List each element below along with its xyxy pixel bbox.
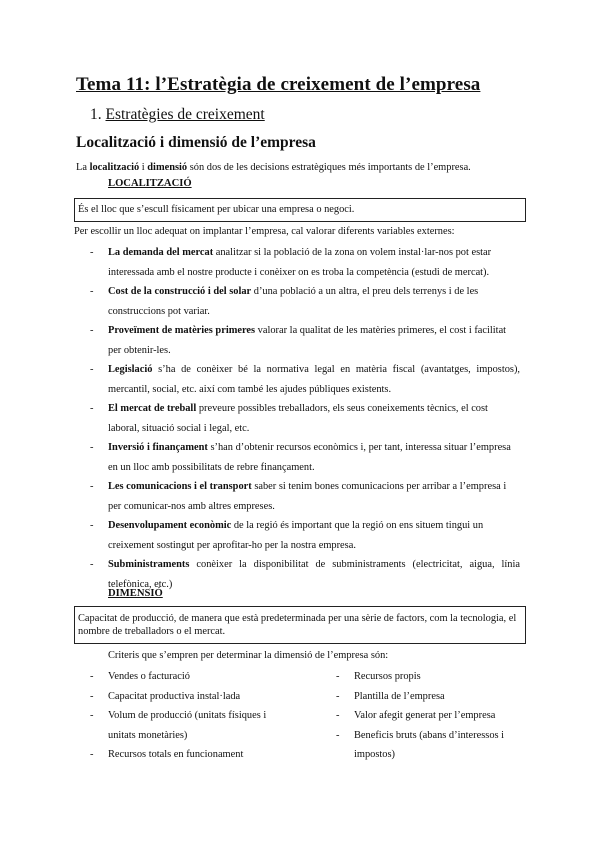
- list-item: - Recursos totals en funcionament: [90, 745, 286, 765]
- list-item: - Capacitat productiva instal·lada: [90, 687, 286, 707]
- list-item: - Les comunicacions i el transport saber si tenim bones comunicacions per arribar a l’empresa i per comunicar-nos amb altres empreses.: [90, 477, 520, 516]
- intro-mid: i: [139, 162, 148, 173]
- list-item: - Vendes o facturació: [90, 667, 286, 687]
- intro-paragraph: [76, 162, 471, 174]
- list-item: - Valor afegit generat per l’empresa: [336, 706, 522, 726]
- list-item: - El mercat de treball preveure possibles treballadors, els seus coneixements tècnics, el cost laboral, situació social i legal, etc.: [90, 399, 520, 438]
- list-item: - Recursos propis: [336, 667, 522, 687]
- localitzacio-variables-list: [90, 243, 520, 594]
- list-item: - Beneficis bruts (abans d’interessos i impostos): [336, 726, 522, 765]
- list-item: - Desenvolupament econòmic de la regió és important que la regió on ens situem tingui un creixement sostingut per aprofitar-ho per la nostra empresa.: [90, 516, 520, 555]
- section-heading: [90, 106, 265, 124]
- section-label: Estratègies de creixement: [105, 106, 265, 123]
- localitzacio-lead: Per escollir un lloc adequat on implantar l’empresa, cal valorar diferents variables externes:: [74, 226, 455, 237]
- localitzacio-heading: LOCALITZACIÓ: [108, 178, 192, 189]
- intro-pre: La: [76, 162, 90, 173]
- subtitle: Localització i dimensió de l’empresa: [76, 134, 316, 151]
- dimensio-criteria-col1: [90, 667, 286, 765]
- dimensio-criteria-col2: [336, 667, 522, 765]
- page-title: Tema 11: l’Estratègia de creixement de l’empresa: [76, 74, 481, 95]
- list-item: - Inversió i finançament s’han d’obtenir recursos econòmics i, per tant, interessa situar l’empresa en un lloc amb possibilitats de rebre finançament.: [90, 438, 520, 477]
- list-item: - La demanda del mercat analitzar si la població de la zona on volem instal·lar-nos pot estar interessada amb el nostre producte i conèixer on es troba la competència (estudi de mercat).: [90, 243, 520, 282]
- dimensio-lead: Criteris que s’empren per determinar la dimensió de l’empresa són:: [108, 650, 389, 661]
- localitzacio-definition: És el lloc que s’escull físicament per ubicar una empresa o negoci.: [78, 204, 355, 215]
- localitzacio-definition-box: [74, 198, 526, 222]
- list-item: - Proveïment de matèries primeres valorar la qualitat de les matèries primeres, el cost i facilitat per obtenir-les.: [90, 321, 520, 360]
- list-item: - Cost de la construcció i del solar d’una població a un altra, el preu dels terrenys i de les construccions pot variar.: [90, 282, 520, 321]
- intro-bold-dimensio: dimensió: [147, 162, 188, 173]
- dimensio-heading: DIMENSIÓ: [108, 588, 163, 599]
- section-number: 1.: [90, 106, 102, 123]
- intro-bold-localitzacio: localització: [89, 162, 140, 173]
- list-item: - Legislació s’ha de conèixer bé la normativa legal en matèria fiscal (avantatges, impostos), mercantil, social, etc. així com també les ajudes públiques existents.: [90, 360, 520, 399]
- dimensio-definition: Capacitat de producció, de manera que està predeterminada per una sèrie de factors, com la tecnologia, el nombre de treballadors o el mercat.: [78, 613, 517, 637]
- list-item: - Subministraments conèixer la disponibilitat de subministraments (electricitat, aigua, línia telefònica, etc.): [90, 555, 520, 594]
- list-item: - Volum de producció (unitats físiques i unitats monetàries): [90, 706, 286, 745]
- intro-post: són dos de les decisions estratègiques més importants de l’empresa.: [187, 162, 471, 173]
- list-item: - Plantilla de l’empresa: [336, 687, 522, 707]
- dimensio-definition-box: [74, 606, 526, 644]
